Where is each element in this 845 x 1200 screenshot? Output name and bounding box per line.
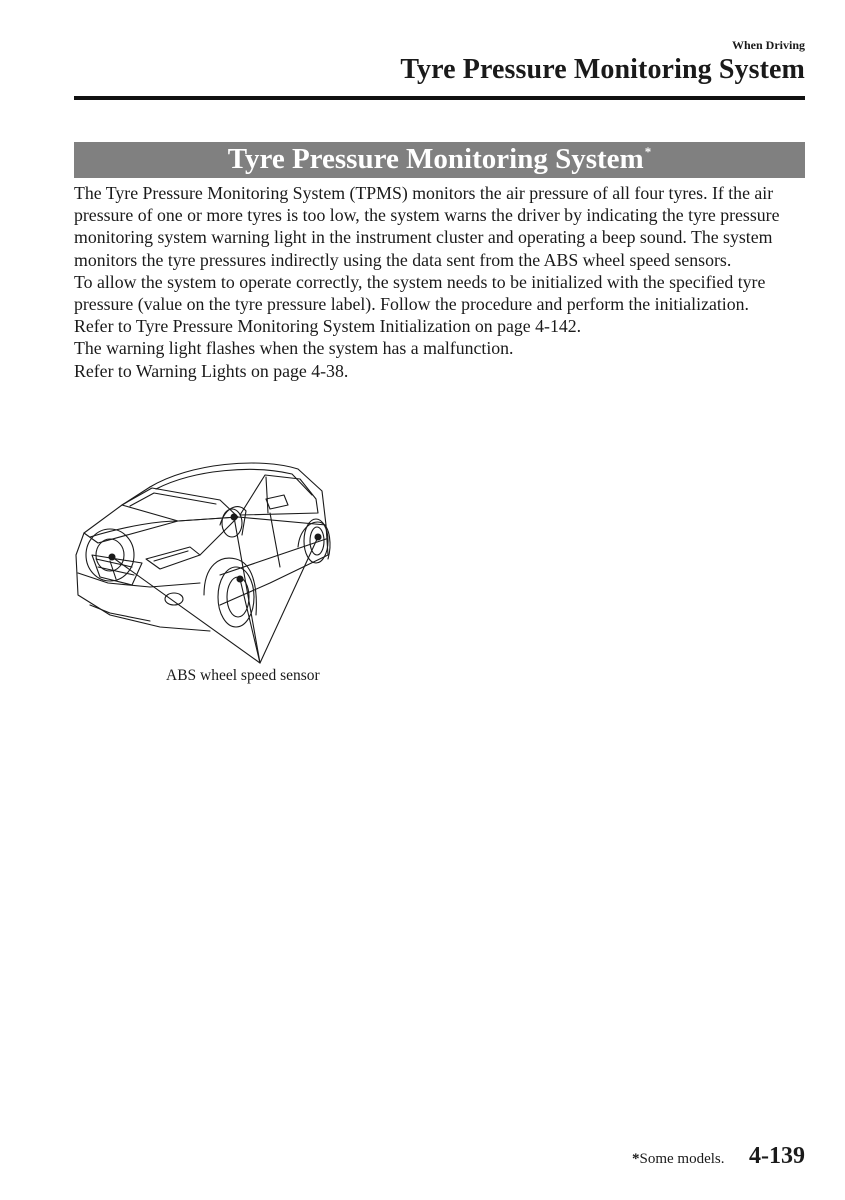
banner-title: Tyre Pressure Monitoring System — [227, 143, 644, 175]
paragraph-initialization: To allow the system to operate correctly, the system needs to be initialized with the specified tyre pressure (value on the tyre pressure label). Follow the procedure and perform the initialization. — [74, 271, 766, 315]
section-banner — [74, 142, 805, 178]
paragraph-reference-initialization: Refer to Tyre Pressure Monitoring System Initialization on page 4-142. — [74, 316, 582, 337]
paragraph-intro: The Tyre Pressure Monitoring System (TPMS) monitors the air pressure of all four tyres. If the air pressure of one or more tyres is too low, the system warns the driver by indicating the tyre pressure monitoring system warning light in the instrument cluster and operating a beep sound. The system monitors the tyre pressures indirectly using the data sent from the ABS wheel speed sensors. — [74, 183, 780, 270]
body-text — [74, 182, 808, 382]
paragraph-reference-warning-lights: Refer to Warning Lights on page 4-38. — [74, 360, 349, 381]
footnote-marker: * — [632, 1151, 640, 1167]
figure-caption: ABS wheel speed sensor — [166, 667, 320, 684]
footnote-text: Some models. — [639, 1151, 725, 1167]
header-section-label: When Driving — [731, 38, 805, 52]
header-title: Tyre Pressure Monitoring System — [400, 54, 805, 85]
banner-marker: * — [644, 144, 652, 159]
footnote — [632, 1151, 725, 1168]
car-illustration — [70, 455, 340, 670]
page-number: 4-139 — [749, 1143, 805, 1169]
header-rule — [74, 96, 805, 100]
car-drawing — [70, 455, 340, 670]
paragraph-malfunction: The warning light flashes when the system has a malfunction. — [74, 338, 514, 359]
